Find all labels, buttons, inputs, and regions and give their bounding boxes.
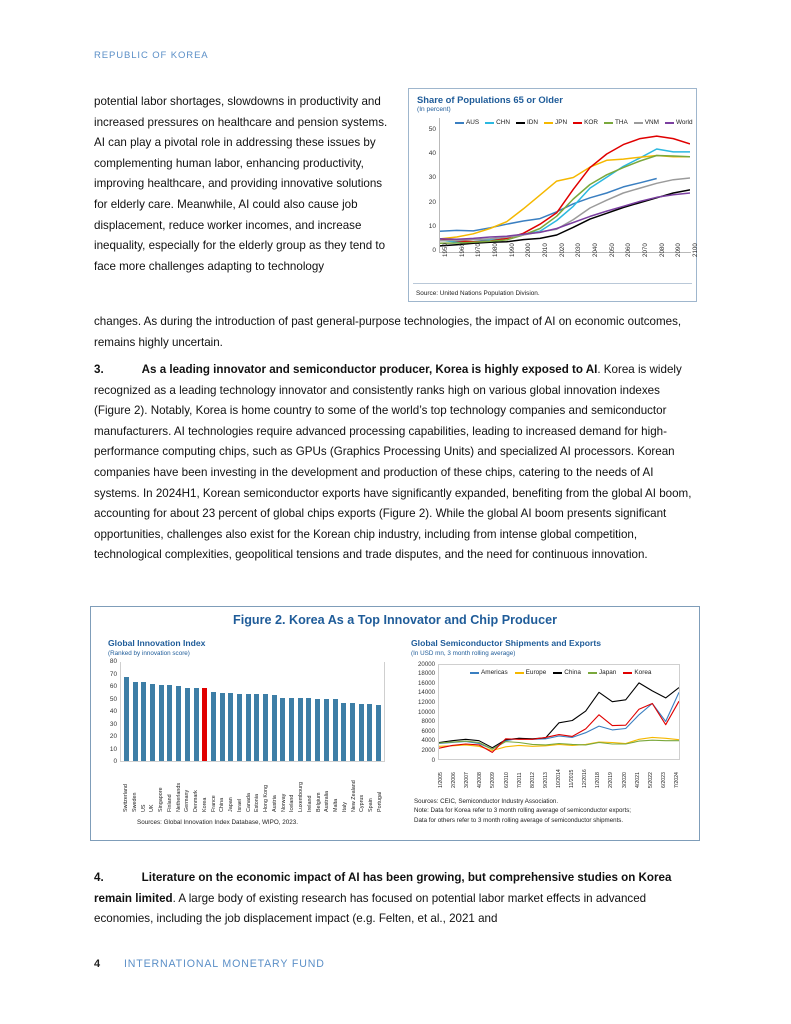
bar-chart-x-axis: [120, 764, 385, 812]
legend-label: CHN: [496, 119, 510, 126]
legend-label: World: [675, 119, 693, 126]
bar-chart-x-tick: Denmark: [193, 790, 199, 812]
bar-chart-bar: [333, 699, 338, 761]
bar-chart-x-tick: US: [140, 804, 147, 812]
legend-swatch-icon: [604, 122, 613, 124]
bar-chart-bar: [202, 688, 207, 761]
bar-chart-bar: [237, 694, 242, 761]
bar-chart-bar: [324, 699, 329, 761]
legend-label: IDN: [527, 119, 539, 126]
line-chart-y-tick: 6000: [421, 727, 435, 735]
legend-swatch-icon: [544, 122, 553, 124]
bar-chart-bar: [211, 692, 216, 761]
bar-chart-x-tick: Germany: [184, 789, 191, 812]
bar-chart-x-tick: Finland: [166, 794, 173, 812]
line-chart-x-tick: 6/2010: [503, 772, 510, 788]
line-chart-x-tick: 5/2022: [647, 772, 654, 788]
line-chart-y-tick: 2000: [421, 746, 435, 754]
figure-1-y-tick: 40: [428, 150, 436, 158]
legend-label: THA: [614, 119, 628, 126]
bar-chart-x-tick: Korea: [201, 797, 208, 812]
legend-swatch-icon: [623, 672, 632, 674]
line-chart-x-tick: 1/2005: [438, 772, 444, 788]
running-head: REPUBLIC OF KOREA: [94, 50, 209, 61]
paragraph-3-number: 3.: [94, 363, 104, 376]
bar-chart-x-tick: Estonia: [254, 794, 261, 812]
legend-swatch-icon: [553, 672, 562, 674]
legend-swatch-icon: [516, 122, 525, 124]
bar-chart-x-tick: Belgium: [315, 792, 322, 812]
line-chart-y-tick: 0: [431, 756, 435, 764]
figure-1-x-tick: 2060: [625, 243, 633, 257]
bar-chart-x-tick: France: [210, 795, 217, 812]
bar-chart-y-tick: 0: [113, 758, 117, 765]
legend-label: Americas: [481, 669, 508, 676]
figure-1-legend-item-jpn: [544, 119, 567, 126]
figure-1-legend-item-chn: [485, 119, 510, 126]
figure-2-left-panel-title: Global Innovation Index: [108, 638, 206, 648]
line-chart-plot-area: [438, 664, 680, 760]
line-chart-x-tick: 9/2013: [542, 772, 549, 788]
bar-chart-bar: [141, 682, 146, 761]
bar-chart-y-tick: 70: [109, 670, 117, 678]
figure-1-legend-item-aus: [455, 119, 479, 126]
line-chart-legend-item-europe: [515, 669, 547, 676]
bar-chart-bar: [176, 686, 181, 761]
body-paragraph-wrap: potential labor shortages, slowdowns in productivity and increased pressures on healthcare and pension systems. AI can play a pivotal role in addressing these issues by complementing human labor, enhancing productivity, improving healthcare, and providing innovative solutions for elderly care. Meanwhile, AI could also cause job displacement, reduce worker incomes, and increase inequality, especially for the elderly group as they tend to face more challenges adapting to technology: [94, 95, 388, 273]
bar-chart-x-tick: Cyprus: [359, 794, 366, 812]
figure-2-right-panel-title: Global Semiconductor Shipments and Exports: [411, 638, 602, 648]
paragraph-3-lead: As a leading innovator and semiconductor producer, Korea is highly exposed to AI: [141, 363, 598, 376]
figure-2-left-panel-subtitle: (Ranked by innovation score): [108, 650, 190, 657]
bar-chart-bar: [280, 698, 285, 761]
paragraph-4-lead: Literature on the economic impact of AI has been growing, but comprehensive studies on Korea remain limited: [94, 871, 672, 905]
figure-1-y-tick: 10: [428, 222, 436, 230]
footer-page-number: 4: [94, 958, 101, 970]
figure-1-y-tick: 0: [432, 247, 436, 254]
figure-1-plot-area: [439, 118, 691, 253]
figure-1-y-tick: 30: [428, 174, 436, 182]
bar-chart-bar: [246, 694, 251, 761]
figure-1-x-tick: 1990: [508, 243, 516, 257]
line-chart-x-tick: 11/2015: [569, 769, 576, 788]
figure-1-x-tick: 2010: [542, 243, 549, 257]
bar-chart-bar: [359, 704, 364, 761]
bar-chart-x-tick: UK: [149, 804, 156, 812]
line-chart-y-tick: 20000: [418, 660, 435, 668]
legend-swatch-icon: [455, 122, 464, 124]
figure-2-left-panel-source: Sources: Global Innovation Index Database, WIPO, 2023.: [137, 819, 299, 826]
right-panel-source: Sources: CEIC, Semiconductor Industry Association.: [414, 798, 559, 805]
figure-1-x-tick: 1980: [492, 243, 499, 257]
bar-chart-x-tick: Israel: [236, 798, 243, 812]
bar-chart-x-tick: China: [219, 797, 226, 812]
figure-1-series-aus: [440, 179, 657, 232]
legend-swatch-icon: [634, 122, 643, 124]
bar-chart-x-tick: Malta: [333, 798, 339, 812]
figure-1-legend-item-idn: [516, 119, 538, 126]
line-chart-y-tick: 10000: [418, 708, 435, 716]
line-chart-y-tick: 12000: [418, 698, 435, 706]
legend-label: KOR: [584, 119, 598, 126]
figure-1-legend-item-vnm: [634, 119, 659, 126]
bar-chart-bar: [194, 688, 199, 761]
bar-chart-bar: [254, 694, 259, 761]
bar-chart-bar: [367, 704, 372, 761]
line-chart-x-tick: 4/2021: [634, 772, 641, 788]
paragraph-3-body: . Korea is widely recognized as a leading technology innovator and consistently ranks high on various global innovation indexes (Figure 2). Notably, Korea is home country to some of the world’s top technology companies and semiconductor manufacturers. AI technologies require advanced processing capabilities, leading to increased demand for high-performance computing chips, such as GPUs (Graphics Processing Units) and specialized AI processors. Korean companies have been investing in the development and production of these chips, catering to the needs of AI systems. In 2024H1, Korean semiconductor exports have significantly expanded, benefiting from the global AI boom, accounting for about 23 percent of global chips exports (Figure 2). While the global AI boom presents significant opportunities, challenges also exist for the Korean chip industry, including from intense global competition, technological complexities, geopolitical tensions and trade disputes, and the need for continuous innovation.: [94, 363, 692, 562]
bar-chart-bar: [263, 694, 268, 761]
bar-chart-y-tick: 60: [109, 683, 117, 690]
line-chart-x-tick: 6/2023: [660, 772, 667, 788]
bar-chart-x-tick: Singapore: [158, 787, 164, 812]
line-chart-x-tick: 7/2024: [673, 772, 680, 788]
bar-chart-x-tick: New Zealand: [350, 780, 357, 812]
bar-chart-x-tick: Hong Kong: [263, 785, 269, 812]
bar-chart-x-tick: Canada: [245, 793, 252, 812]
line-chart-x-tick: 10/2014: [555, 769, 562, 788]
figure-1-series-jpn: [440, 156, 690, 239]
body-paragraph-3: [94, 360, 698, 566]
right-panel-note-2: Data for others refer to 3 month rolling average of semiconductor shipments.: [414, 816, 624, 824]
figure-1-legend: [453, 119, 695, 126]
bar-chart-bar: [159, 685, 164, 761]
bar-chart-y-tick: 30: [109, 720, 117, 728]
bar-chart-bar: [228, 693, 233, 761]
legend-label: Korea: [634, 669, 652, 676]
legend-swatch-icon: [588, 672, 597, 674]
bar-chart-bar: [185, 688, 190, 761]
line-chart-y-tick: 8000: [421, 718, 435, 726]
bar-chart-x-tick: Iceland: [289, 794, 296, 812]
line-chart-legend-item-china: [553, 669, 581, 676]
legend-swatch-icon: [485, 122, 494, 124]
line-chart-x-tick: 2/2006: [451, 772, 458, 788]
line-chart-legend: [470, 669, 651, 676]
bar-chart-x-tick: Switzerland: [123, 784, 129, 812]
figure-1-source: Source: United Nations Population Division.: [416, 290, 540, 297]
figure-1-x-tick: 2090: [675, 243, 683, 257]
bar-chart-x-tick: Austria: [271, 795, 278, 812]
figure-1-x-tick: 2000: [525, 243, 533, 257]
figure-2-right-panel-subtitle: (In USD mn, 3 month rolling average): [411, 650, 516, 657]
bar-chart-x-tick: Netherlands: [175, 782, 182, 812]
figure-1-x-tick: 1960: [458, 243, 466, 257]
bar-chart-bar: [289, 698, 294, 761]
figure-2-right-panel-notes: [414, 797, 694, 825]
bar-chart-bar: [167, 685, 172, 761]
legend-label: JPN: [555, 119, 568, 126]
figure-1-x-tick: 2040: [592, 243, 599, 257]
legend-swatch-icon: [470, 672, 479, 674]
figure-1-x-tick: 2080: [658, 243, 666, 257]
line-chart-x-tick: 5/2009: [490, 772, 497, 788]
bar-chart-x-tick: Italy: [341, 802, 348, 812]
line-chart-y-tick: 14000: [418, 689, 435, 697]
figure-1-title: Share of Populations 65 or Older: [417, 94, 563, 105]
bar-chart-x-tick: Australia: [324, 791, 331, 812]
figure-1-x-tick: 2070: [642, 243, 649, 257]
footer-institution: INTERNATIONAL MONETARY FUND: [124, 958, 325, 970]
figure-1-y-tick: 20: [428, 198, 436, 206]
body-paragraph-wrap-tail: changes. As during the introduction of past general-purpose technologies, the impact of AI on economic outcomes, remains highly uncertain.: [94, 315, 682, 349]
line-chart-legend-item-korea: [623, 669, 651, 676]
line-chart-x-tick: 1/2018: [595, 772, 602, 788]
legend-label: China: [564, 669, 581, 676]
figure-1-population-chart: [408, 88, 697, 302]
bar-chart-x-tick: Sweden: [131, 792, 138, 812]
bar-chart-y-tick: 80: [109, 658, 117, 665]
figure-2-title: Figure 2. Korea As a Top Innovator and Chip Producer: [233, 613, 557, 627]
legend-label: Japan: [598, 669, 617, 676]
line-chart-series-china: [439, 683, 679, 748]
legend-label: VNM: [644, 119, 659, 126]
legend-swatch-icon: [665, 122, 674, 124]
bar-chart-plot-area: [120, 662, 385, 762]
bar-chart-x-tick: Ireland: [306, 795, 313, 812]
bar-chart-y-tick: 10: [109, 745, 117, 753]
bar-chart-bar: [220, 693, 225, 761]
figure-1-legend-item-world: [665, 119, 693, 126]
line-chart-legend-item-americas: [470, 669, 508, 676]
bar-chart-bar: [315, 699, 320, 761]
figure-1-x-tick: 1970: [475, 243, 483, 257]
line-chart-x-axis: [438, 762, 680, 788]
bar-chart-y-tick: 40: [109, 708, 117, 715]
bar-chart-x-tick: Norway: [280, 793, 287, 812]
line-chart-x-tick: 12/2016: [582, 769, 589, 788]
line-chart-x-tick: 8/2012: [529, 772, 536, 788]
bar-chart-bar: [341, 703, 346, 761]
figure-1-x-tick: 2020: [558, 243, 566, 257]
bar-chart-bar: [133, 682, 138, 761]
line-chart-y-tick: 4000: [421, 737, 435, 745]
line-chart-y-tick: 16000: [418, 679, 435, 687]
bar-chart-bar: [376, 705, 381, 761]
figure-1-x-tick: 2030: [575, 243, 583, 257]
right-panel-note-1: Note: Data for Korea refer to 3 month rolling average of semiconductor exports;: [414, 807, 632, 815]
body-paragraph-4: [94, 868, 698, 930]
figure-1-divider: [413, 283, 692, 284]
line-chart-series-svg: [439, 665, 679, 759]
line-chart-x-tick: 7/2011: [516, 772, 523, 788]
bar-chart-x-tick: Portugal: [376, 791, 383, 812]
bar-chart-x-tick: Luxembourg: [298, 782, 304, 812]
bar-chart-bar: [298, 698, 303, 761]
figure-1-x-tick: 2100: [692, 243, 699, 257]
bar-chart-x-tick: Spain: [368, 798, 374, 812]
bar-chart-y-tick: 50: [109, 695, 117, 703]
figure-1-legend-item-kor: [573, 119, 598, 126]
figure-1-subtitle: (In percent): [417, 106, 451, 113]
line-chart-x-tick: 2/2019: [608, 772, 615, 788]
legend-swatch-icon: [573, 122, 582, 124]
paragraph-4-number: 4.: [94, 871, 104, 884]
figure-1-x-tick: 2050: [608, 243, 616, 257]
legend-label: AUS: [466, 119, 480, 126]
figure-1-y-tick: 50: [428, 126, 436, 134]
bar-chart-bars: [121, 662, 384, 761]
legend-label: Europe: [525, 669, 547, 676]
bar-chart-bar: [272, 695, 277, 761]
line-chart-x-tick: 3/2007: [464, 772, 471, 788]
line-chart-y-tick: 18000: [418, 670, 435, 678]
figure-1-series-chn: [440, 149, 690, 242]
figure-1-legend-item-tha: [604, 119, 628, 126]
paragraph-4-body: . A large body of existing research has focused on potential labor market effects in advanced economies, including the job displacement impact (e.g. Felten, et al., 2021 and: [94, 891, 647, 926]
legend-swatch-icon: [515, 672, 524, 674]
figure-1-x-tick: 1950: [442, 243, 449, 257]
bar-chart-y-tick: 20: [109, 733, 117, 740]
bar-chart-bar: [150, 684, 155, 761]
bar-chart-x-tick: Japan: [228, 797, 234, 812]
bar-chart-bar: [350, 703, 355, 761]
figure-1-series-svg: [440, 118, 690, 251]
bar-chart-bar: [306, 698, 311, 761]
line-chart-x-tick: 3/2020: [621, 772, 628, 788]
line-chart-legend-item-japan: [588, 669, 616, 676]
bar-chart-bar: [124, 677, 129, 761]
line-chart-x-tick: 4/2008: [477, 772, 484, 788]
